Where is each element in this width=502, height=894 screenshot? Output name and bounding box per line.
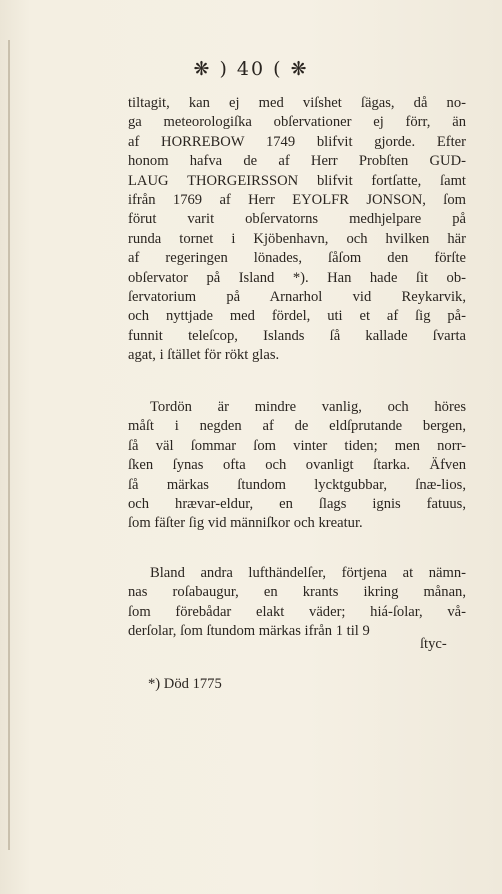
text-line: ifrån 1769 af Herr EYOLFR JONSON, ſom (128, 191, 466, 208)
text-line: ſå märkas ſtundom lycktgubbar, ſnæ-lios, (128, 476, 466, 493)
text-line: funnit teleſcop, Islands ſå kallade ſvarta (128, 327, 466, 344)
paragraph-3 (128, 564, 466, 642)
text-line: runda tornet i Kjöbenhavn, och hvilken här (128, 230, 466, 247)
text-line: LAUG THORGEIRSSON blifvit fortſatte, ſamt (128, 172, 466, 189)
text-line: ga meteorologiſka obſervationer ej förr, än (128, 114, 466, 131)
text-line: ſom förebådar elakt väder; hiá-ſolar, vå- (128, 603, 466, 620)
text-line: af HORREBOW 1749 blifvit gjorde. Efter (128, 133, 466, 150)
text-line: agat, i ſtället för rökt glas. (128, 347, 280, 364)
text-line: ſervatorium på Arnarhol vid Reykarvik, (128, 288, 466, 305)
text-line: ſom fäſter ſig vid männiſkor och kreatur. (128, 515, 363, 532)
text-line: obſervator på Island *). Han hade ſit ob- (128, 269, 466, 286)
text-line: och nyttjade med fördel, uti et af ſig på- (128, 308, 466, 325)
text-line: derſolar, ſom ſtundom märkas ifrån 1 til 9 (128, 623, 370, 640)
text-line: nas roſabaugur, en krants ikring månan, (128, 584, 466, 601)
paragraph-2 (128, 398, 466, 534)
text-line: och hrævar-eldur, en ſlags ignis fatuus, (128, 495, 466, 512)
text-line: tiltagit, kan ej med viſshet ſägas, då no- (128, 95, 466, 111)
page-header: ❋ ) 40 ( ❋ (193, 58, 309, 80)
text-line: ſken ſynas ofta och ovanligt ſtarka. Äfven (128, 457, 466, 474)
paragraph-1 (128, 94, 466, 365)
footnote: *) Död 1775 (148, 676, 222, 692)
catchword: ſtyc- (420, 636, 447, 652)
text-line: af regeringen lönades, ſåſom den förſte (128, 250, 466, 267)
text-line: Bland andra lufthändelſer, förtjena at nämn- (150, 565, 466, 581)
text-line: honom hafva de af Herr Probſten GUD- (128, 153, 466, 170)
text-line: Tordön är mindre vanlig, och höres (150, 399, 466, 415)
page-edge-shadow (8, 40, 10, 850)
text-line: förut varit obſervatorns medhjelpare på (128, 211, 466, 228)
text-line: ſå väl ſommar ſom vinter tiden; men norr- (128, 437, 466, 454)
text-line: måſt i negden af de eldſprutande bergen, (128, 418, 466, 435)
